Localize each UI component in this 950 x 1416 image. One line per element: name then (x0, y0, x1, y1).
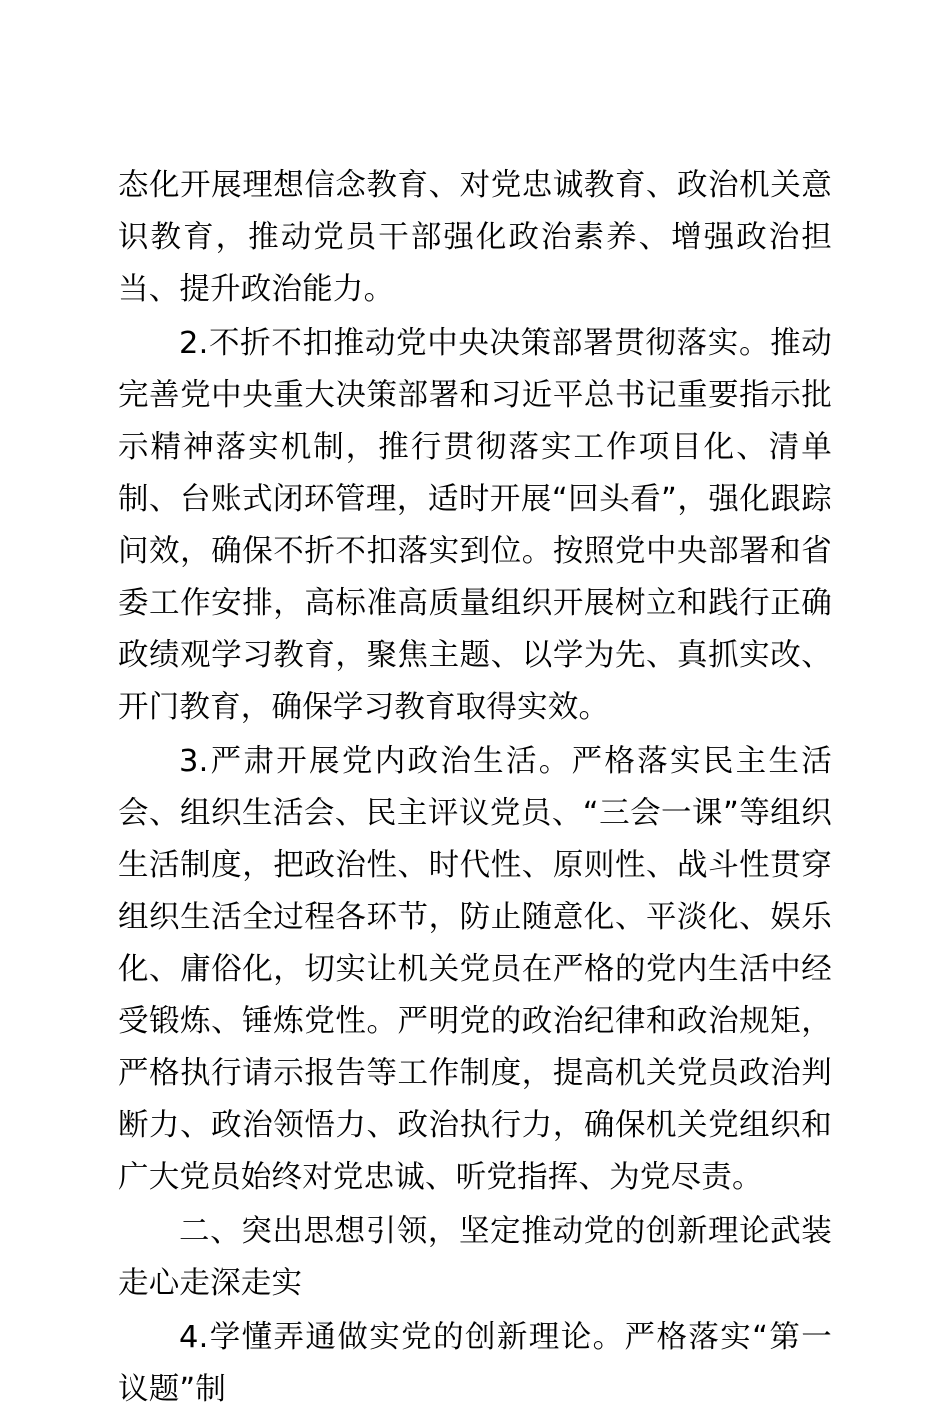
document-body (118, 160, 832, 1416)
paragraph-section-heading-2: 二、突出思想引领，坚定推动党的创新理论武装走心走深走实 (118, 1214, 832, 1301)
paragraph-continued: 态化开展理想信念教育、对党忠诚教育、政治机关意识教育，推动党员干部强化政治素养、增强政治担当、提升政治能力。 (118, 168, 832, 307)
paragraph-item-3: 3.严肃开展党内政治生活。严格落实民主生活会、组织生活会、民主评议党员、“三会一课”等组织生活制度，把政治性、时代性、原则性、战斗性贯穿组织生活全过程各环节，防止随意化、平淡化、娱乐化、庸俗化，切实让机关党员在严格的党内生活中经受锻炼、锤炼党性。严明党的政治纪律和政治规矩，严格执行请示报告等工作制度，提高机关党员政治判断力、政治领悟力、政治执行力，确保机关党组织和广大党员始终对党忠诚、听党指挥、为党尽责。 (118, 744, 832, 1195)
paragraph-item-2: 2.不折不扣推动党中央决策部署贯彻落实。推动完善党中央重大决策部署和习近平总书记重要指示批示精神落实机制，推行贯彻落实工作项目化、清单制、台账式闭环管理，适时开展“回头看”，强化跟踪问效，确保不折不扣落实到位。按照党中央部署和省委工作安排，高标准高质量组织开展树立和践行正确政绩观学习教育，聚焦主题、以学为先、真抓实改、开门教育，确保学习教育取得实效。 (118, 326, 832, 725)
paragraph-item-4: 4.学懂弄通做实党的创新理论。严格落实“第一议题”制 (118, 1320, 832, 1407)
